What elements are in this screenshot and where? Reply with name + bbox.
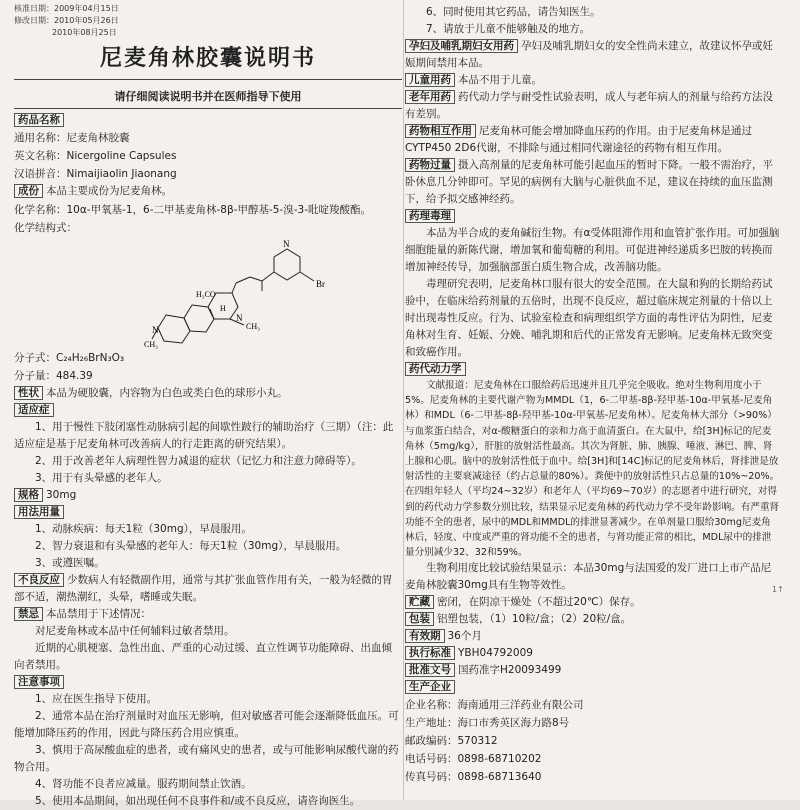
modify-date-2: 2010年08月25日 — [52, 28, 117, 37]
molecular-formula: 分子式：C₂₄H₂₆BrN₃O₃ — [14, 352, 125, 364]
validity-section — [405, 628, 780, 645]
standard-text: YBH04792009 — [458, 647, 533, 660]
amine-n-label: N — [236, 313, 243, 323]
left-column — [14, 0, 402, 807]
interaction-section — [405, 123, 780, 157]
section-heading: 规格 — [14, 488, 43, 502]
section-heading: 孕妇及哺乳期妇女用药 — [405, 39, 518, 53]
pregnancy-text: 孕妇及哺乳期妇女的安全性尚未建立，故建议怀孕或妊娠期间禁用本品。 — [405, 40, 773, 69]
common-name: 通用名称：尼麦角林胶囊 — [14, 132, 130, 144]
indole-methyl-label: CH₃ — [144, 340, 158, 349]
pharmacology-section — [405, 208, 780, 225]
spec-section — [14, 487, 402, 504]
ingredients-section — [14, 183, 402, 200]
manufacturer-section — [405, 679, 780, 696]
caution-item: 3、慎用于高尿酸血症的患者，或有痛风史的患者，或与可能影响尿酸代谢的药物合用。 — [14, 744, 399, 773]
approval-section — [405, 662, 780, 679]
overdose-text: 摄入高剂量的尼麦角林可能引起血压的暂时下降。一般不需治疗，平卧休息几分钟即可。罕见的病例有大脑与心脏供血不足，建议在持续的血压监测下，给予拟交感神经药。 — [405, 159, 773, 205]
children-section — [405, 72, 780, 89]
section-heading: 药理毒理 — [405, 209, 455, 223]
subtitle-rule — [14, 108, 402, 109]
methoxy-label: H₃CO — [196, 290, 216, 299]
modify-date: 修改日期：2010年05月26日 — [14, 16, 119, 25]
adverse-text: 少数病人有轻微副作用，通常与其扩张血管作用有关，一般为轻微的胃部不适，潮热潮红，头晕，嗜睡或失眠。 — [14, 574, 393, 603]
n-methyl-label: CH₃ — [246, 322, 260, 331]
page-title: 尼麦角林胶囊说明书 — [99, 45, 316, 71]
date-block — [14, 0, 402, 39]
side-mark: 1↑ — [772, 585, 784, 594]
chemical-name: 化学名称：10α-甲氧基-1，6-二甲基麦角林-8β-甲醇基-5-溴-3-吡啶羧酸酯。 — [14, 204, 371, 216]
section-heading: 包装 — [405, 612, 434, 626]
bromine-label: Br — [316, 279, 325, 289]
contra-text: 本品禁用于下述情况： — [46, 608, 151, 620]
molecular-weight: 分子量：484.39 — [14, 370, 93, 382]
section-heading: 有效期 — [405, 629, 445, 643]
storage-section — [405, 594, 780, 611]
contra-item: 对尼麦角林或本品中任何辅料过敏者禁用。 — [35, 625, 235, 637]
bioequivalence-para: 生物利用度比较试验结果显示：本品30mg与法国爱的发厂进口上市产品尼麦角林胶囊30mg具有生物等效性。 — [405, 562, 772, 592]
adverse-section — [14, 572, 402, 606]
contraindication-section — [14, 606, 402, 623]
structure-label: 化学结构式： — [14, 222, 77, 234]
section-heading: 禁忌 — [14, 607, 43, 621]
caution-section — [14, 674, 402, 691]
indication-section — [14, 402, 402, 419]
appearance-section — [14, 385, 402, 402]
spec-text: 30mg — [46, 489, 77, 501]
title-rule — [14, 79, 402, 80]
section-heading: 药代动力学 — [405, 362, 466, 376]
pinyin-name: 汉语拼音：Nimaijiaolin Jiaonang — [14, 168, 177, 180]
caution-item: 6、同时使用其它药品，请告知医生。 — [426, 6, 601, 18]
caution-item: 1、应在医生指导下使用。 — [35, 693, 158, 705]
storage-text: 密闭，在阴凉干燥处（不超过20℃）保存。 — [437, 596, 641, 609]
toxicology-para: 毒理研究表明，尼麦角林口服有很大的安全范围。在大鼠和狗的长期给药试验中，在临床给药剂量的五倍时，出现不良反应，超过临床规定剂量的十倍以上时出现毒性反应。行为、试验室检查和病理组织学方面的毒性评估为阴性，尼麦角林对生育、妊娠、分娩、哺乳期和后代的正常发育无影响。尼麦角林无致突变和致癌作用。 — [405, 278, 773, 358]
elderly-section — [405, 89, 780, 123]
section-heading: 贮藏 — [405, 595, 434, 609]
package-text: 铝塑包装，（1）10粒/盒；（2）20粒/盒。 — [437, 613, 632, 626]
overdose-section — [405, 157, 780, 208]
section-heading: 生产企业 — [405, 680, 455, 694]
usage-item: 2、智力衰退和有头晕感的老年人：每天1粒（30mg），早晨服用。 — [35, 540, 347, 552]
section-heading: 儿童用药 — [405, 73, 455, 87]
fold-line — [403, 0, 404, 800]
usage-item: 3、或遵医嘱。 — [35, 557, 105, 569]
section-heading: 注意事项 — [14, 675, 64, 689]
right-column — [405, 0, 780, 804]
manufacturer-zip: 邮政编码：570312 — [405, 735, 498, 748]
appearance-text: 本品为硬胶囊，内容物为白色或类白色的球形小丸。 — [46, 387, 288, 399]
manufacturer-name: 企业名称：海南通用三洋药业有限公司 — [405, 699, 584, 712]
structure-diagram — [144, 239, 384, 349]
pk-para: 文献报道：尼麦角林在口服给药后迅速并且几乎完全吸收。绝对生物利用度小于5%。尼麦角林的主要代谢产物为MMDL（1，6-二甲基-8β-羟甲基-10α-甲氧基-尼麦角林）和MDL（6-二甲基-8β-羟甲基-10α-甲氧基-尼麦角林）。尼麦角林大部分（>90%）与血浆蛋白结合，对α-酸糖蛋白的亲和力高于血清蛋白。在大鼠中，给[3H]标记的尼麦角林（5mg/kg），肝脏的放射活性最高。其次为肾脏、肺、胰腺、唾液、淋巴、脾、肾上腺和心肌。脑中的放射活性低于血中。给[3H]和[14C]标记的尼麦角林后，肾排泄是放射活性的主要衰减途径（约占总量的80%）。粪便中的放射活性只占总量的10%~20%。在四组年轻人（平均24~32岁）和老年人（平均69~70岁）的志愿者中进行研究，对得到的药代动力学参数分别比较，结果显示尼麦角林的药代动力学不受年龄影响。有严重肾功能不全的患者，尿中的MDL和MMDL的排泄显著减少。在单剂量口服给30mg尼麦角林后，轻度、中度或严重的肾功能不全的患者，与肾功能正常的相比，MDL尿中的排泄量分别减少32、32和59%。 — [405, 380, 780, 559]
elderly-text: 药代动力学与耐受性试验表明，成人与老年病人的剂量与给药方法没有差别。 — [405, 91, 773, 120]
ingredients-text: 本品主要成份为尼麦角林。 — [46, 185, 172, 197]
english-name: 英文名称：Nicergoline Capsules — [14, 150, 177, 162]
chemical-structure — [14, 239, 402, 349]
hydrogen-label: H — [220, 304, 226, 313]
section-heading: 老年用药 — [405, 90, 455, 104]
manufacturer-fax: 传真号码：0898-68713640 — [405, 771, 542, 784]
usage-item: 1、动脉疾病：每天1粒（30mg），早晨服用。 — [35, 523, 252, 535]
drug-name-section — [14, 112, 402, 129]
children-text: 本品不用于儿童。 — [458, 74, 542, 86]
subtitle: 请仔细阅读说明书并在医师指导下使用 — [114, 90, 302, 103]
package-section — [405, 611, 780, 628]
section-heading: 不良反应 — [14, 573, 64, 587]
pk-section — [405, 361, 780, 378]
indication-item: 3、用于有头晕感的老年人。 — [35, 472, 168, 484]
standard-section — [405, 645, 780, 662]
indole-n-label: N — [152, 325, 159, 335]
caution-item: 2、通常本品在治疗剂量时对血压无影响，但对敏感者可能会逐渐降低血压。可能增加降压药的作用，因此与降压药合用应慎重。 — [14, 710, 399, 739]
approve-date: 核准日期：2009年04月15日 — [14, 4, 119, 13]
pregnancy-section — [405, 38, 780, 72]
manufacturer-address: 生产地址：海口市秀英区海力路8号 — [405, 717, 570, 730]
section-heading: 药物相互作用 — [405, 124, 476, 138]
approval-text: 国药准字H20093499 — [458, 664, 562, 677]
indication-item: 2、用于改善老年人病理性智力减退的症状（记忆力和注意力障碍等）。 — [35, 455, 362, 467]
section-heading: 药物过量 — [405, 158, 455, 172]
validity-text: 36个月 — [447, 630, 482, 643]
section-heading: 药品名称 — [14, 113, 64, 127]
caution-item: 7、请放于儿童不能够触及的地方。 — [426, 23, 591, 35]
caution-item: 5、使用本品期间，如出现任何不良事件和/或不良反应，请咨询医生。 — [35, 795, 361, 807]
contra-item: 近期的心肌梗塞、急性出血、严重的心动过缓、直立性调节功能障碍、出血倾向者禁用。 — [14, 642, 392, 671]
manufacturer-phone: 电话号码：0898-68710202 — [405, 753, 542, 766]
section-heading: 适应症 — [14, 403, 54, 417]
pyridine-n-label: N — [283, 239, 290, 249]
interaction-text: 尼麦角林可能会增加降血压药的作用。由于尼麦角林是通过CYTP450 2D6代谢，不排除与通过相同代谢途径的药物有相互作用。 — [405, 125, 752, 154]
pharmacology-para: 本品为半合成的麦角碱衍生物。有α受体阻滞作用和血管扩张作用。可加强脑细胞能量的新陈代谢，增加氧和葡萄糖的利用。可促进神经递质多巴胺的转换而增加神经传导，加强脑部蛋白质生物合成，改善脑功能。 — [405, 227, 780, 273]
section-heading: 成份 — [14, 184, 43, 198]
indication-item: 1、用于慢性下肢闭塞性动脉病引起的间歇性跛行的辅助治疗（三期）（注：此适应症是基于尼麦角林可改善病人的行走距离的研究结果）。 — [14, 421, 394, 450]
section-heading: 执行标准 — [405, 646, 455, 660]
caution-item: 4、肾功能不良者应减量。服药期间禁止饮酒。 — [35, 778, 252, 790]
section-heading: 批准文号 — [405, 663, 455, 677]
section-heading: 用法用量 — [14, 505, 64, 519]
section-heading: 性状 — [14, 386, 43, 400]
usage-section — [14, 504, 402, 521]
